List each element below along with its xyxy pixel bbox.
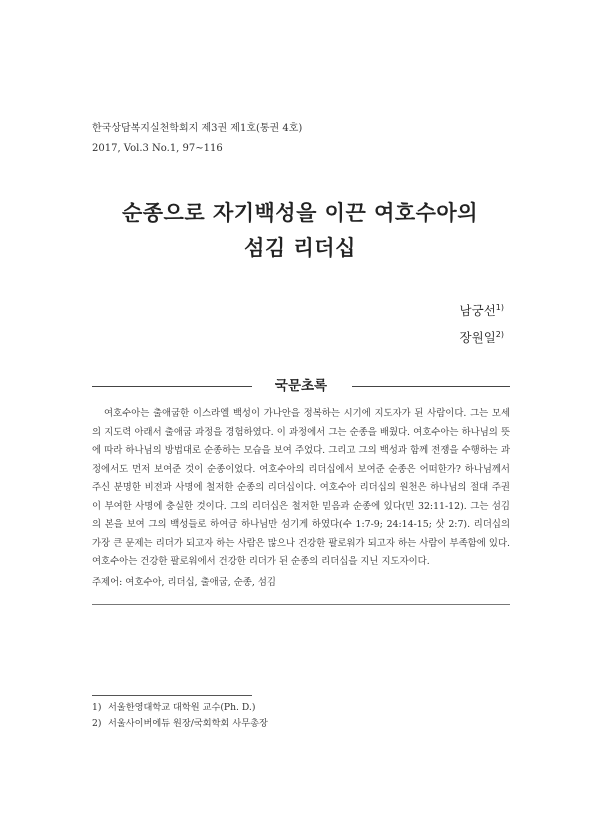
title-line-2: 섬김 리더십 [244, 236, 356, 260]
footnote-text: 서울사이버에듀 원장/국회학회 사무총장 [108, 718, 268, 729]
abstract-body [92, 405, 510, 572]
footnote-divider [92, 695, 252, 696]
abstract-heading [92, 374, 510, 398]
keywords: 주제어: 여호수아, 리더십, 출애굽, 순종, 섬김 [92, 577, 276, 588]
footnote-1 [92, 700, 510, 716]
abstract-title: 국문초록 [274, 378, 328, 394]
heading-rule-right [352, 386, 510, 387]
author-footnote-mark: 2) [495, 330, 504, 339]
footnotes [92, 700, 510, 732]
title-line-1: 순종으로 자기백성을 이끈 여호수아의 [121, 201, 478, 225]
author-name: 장원일 [459, 330, 496, 345]
author-name: 남궁선 [459, 303, 496, 318]
footnote-number: 1) [92, 702, 102, 713]
journal-name: 한국상담복지실천학회지 제3권 제1호(통권 4호) [92, 123, 303, 134]
footnote-2 [92, 716, 510, 732]
footnote-number: 2) [92, 718, 102, 729]
author-1 [460, 296, 504, 323]
paper-title [0, 196, 600, 266]
abstract-divider [92, 604, 510, 605]
author-2 [460, 323, 504, 350]
footnote-text: 서울한영대학교 대학원 교수(Ph. D.) [108, 702, 256, 713]
author-list [460, 296, 504, 350]
abstract-text: 여호수아는 출애굽한 이스라엘 백성이 가나안을 정복하는 시기에 지도자가 된 사람이다. 그는 모세의 지도력 아래서 출애굽 과정을 경험하였다. 이 과정에서 그는 순종을 배웠다. 여호수아는 하나님의 뜻에 따라 하나님의 방법대로 순종하는 모습을 보여 주었다. 그리고 그의 백성과 함께 전쟁을 수행하는 과정에서도 먼저 보여준 것이 순종이었다. 여호수아의 리더십에서 보여준 순종은 어떠한가? 하나님께서 주신 분명한 비전과 사명에 철저한 순종의 리더십이다. 여호수아 리더십의 원천은 하나님의 절대 주권이 부여한 사명에 충실한 것이다. 그의 리더십은 철저한 믿음과 순종에 있다(민 32:11-12). 그는 섬김의 본을 보여 그의 백성들로 하여금 하나님만 섬기게 하였다(수 1:7-9; 24:14-15; 삿 2:7). 리더십의 가장 큰 문제는 리더가 되고자 하는 사람은 많으나 건강한 팔로워가 되고자 하는 사람이 부족함에 있다. 여호수아는 건강한 팔로워에서 건강한 리더가 된 순종의 리더십을 지닌 지도자이다. [92, 408, 510, 567]
journal-issue: 2017, Vol.3 No.1, 97∼116 [92, 143, 223, 154]
author-footnote-mark: 1) [495, 303, 504, 312]
journal-info [92, 121, 302, 157]
